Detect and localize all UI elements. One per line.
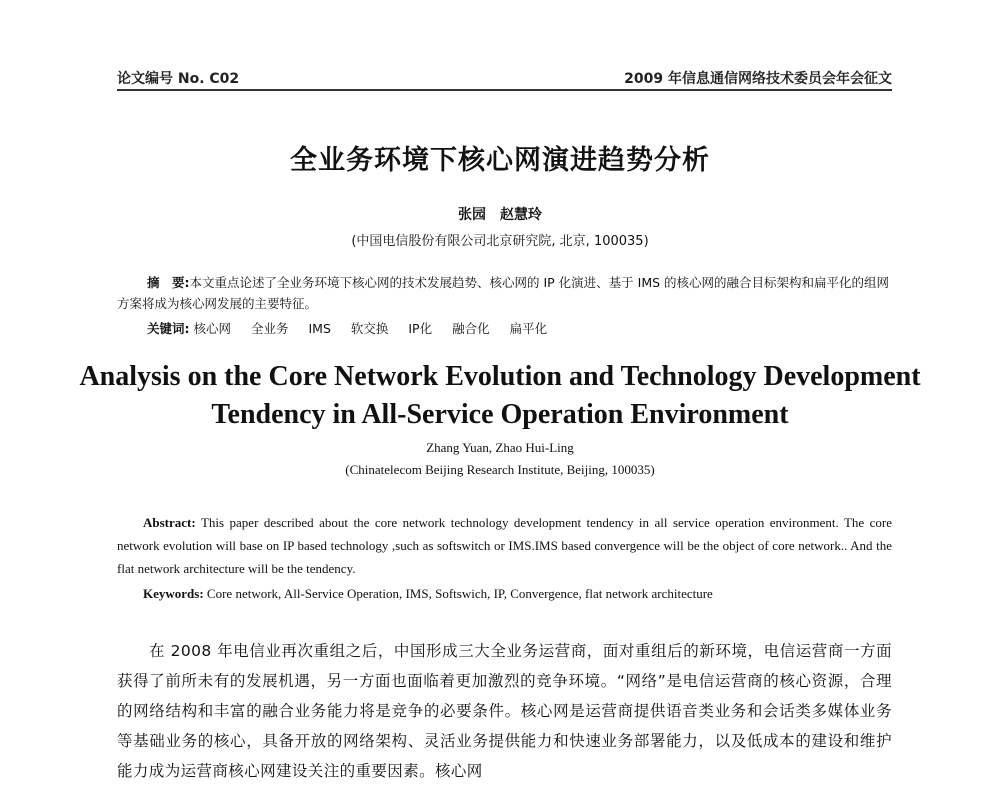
keyword-cn: 全业务 <box>250 321 289 336</box>
keyword-cn: 融合化 <box>452 321 490 336</box>
title-english: Analysis on the Core Network Evolution and Technology Development Tendency in All-Service Operation Environment <box>79 361 921 430</box>
abstract-label-cn: 摘 要: <box>147 275 190 290</box>
paper-number: 论文编号 No. C02 <box>117 71 240 87</box>
conference-name: 2009 年信息通信网络技术委员会年会征文 <box>624 71 892 87</box>
abstract-text-en: This paper described about the core network technology development tendency in all service operation environment. The core network evolution will base on IP based technology ,such as softswitch or IMS.IMS based convergence will be the object of core network.. And the flat network architecture will be the tendency. <box>117 515 892 576</box>
keywords-english <box>143 586 892 602</box>
abstract-english <box>117 511 892 580</box>
keyword-cn: IMS <box>308 321 331 336</box>
keyword-cn: IP化 <box>408 321 433 336</box>
keyword-cn: 软交换 <box>350 321 389 336</box>
keywords-label-en: Keywords: <box>143 586 204 601</box>
running-header <box>117 62 892 88</box>
keywords-label-cn: 关键词: <box>147 321 190 336</box>
authors-chinese: 张园 赵慧玲 <box>458 207 542 223</box>
affiliation-chinese: (中国电信股份有限公司北京研究院, 北京, 100035) <box>351 234 649 249</box>
header-rule <box>117 89 892 91</box>
keywords-text-en: Core network, All-Service Operation, IMS, Softswich, IP, Convergence, flat network architecture <box>206 586 713 601</box>
abstract-chinese <box>117 272 892 314</box>
title-chinese: 全业务环境下核心网演进趋势分析 <box>290 145 710 176</box>
authors-english: Zhang Yuan, Zhao Hui-Ling <box>426 440 574 455</box>
body-paragraph: 在 2008 年电信业再次重组之后，中国形成三大全业务运营商，面对重组后的新环境，电信运营商一方面获得了前所未有的发展机遇，另一方面也面临着更加激烈的竞争环境。“网络”是电信运营商的核心资源，合理的网络结构和丰富的融合业务能力将是竞争的必要条件。核心网是运营商提供语音类业务和会话类多媒体业务等基础业务的核心，具备开放的网络架构、灵活业务提供能力和快速业务部署能力，以及低成本的建设和维护能力成为运营商核心网建设关注的重要因素。核心网 <box>117 642 892 780</box>
abstract-label-en: Abstract: <box>143 515 196 530</box>
keyword-cn: 扁平化 <box>509 321 548 336</box>
abstract-text-cn: 本文重点论述了全业务环境下核心网的技术发展趋势、核心网的 IP 化演进、基于 IMS 的核心网的融合目标架构和扁平化的组网方案将成为核心网发展的主要特征。 <box>117 275 890 311</box>
keywords-chinese <box>147 319 892 337</box>
affiliation-english: (Chinatelecom Beijing Research Institute, Beijing, 100035) <box>345 462 655 477</box>
keyword-cn: 核心网 <box>193 321 231 336</box>
